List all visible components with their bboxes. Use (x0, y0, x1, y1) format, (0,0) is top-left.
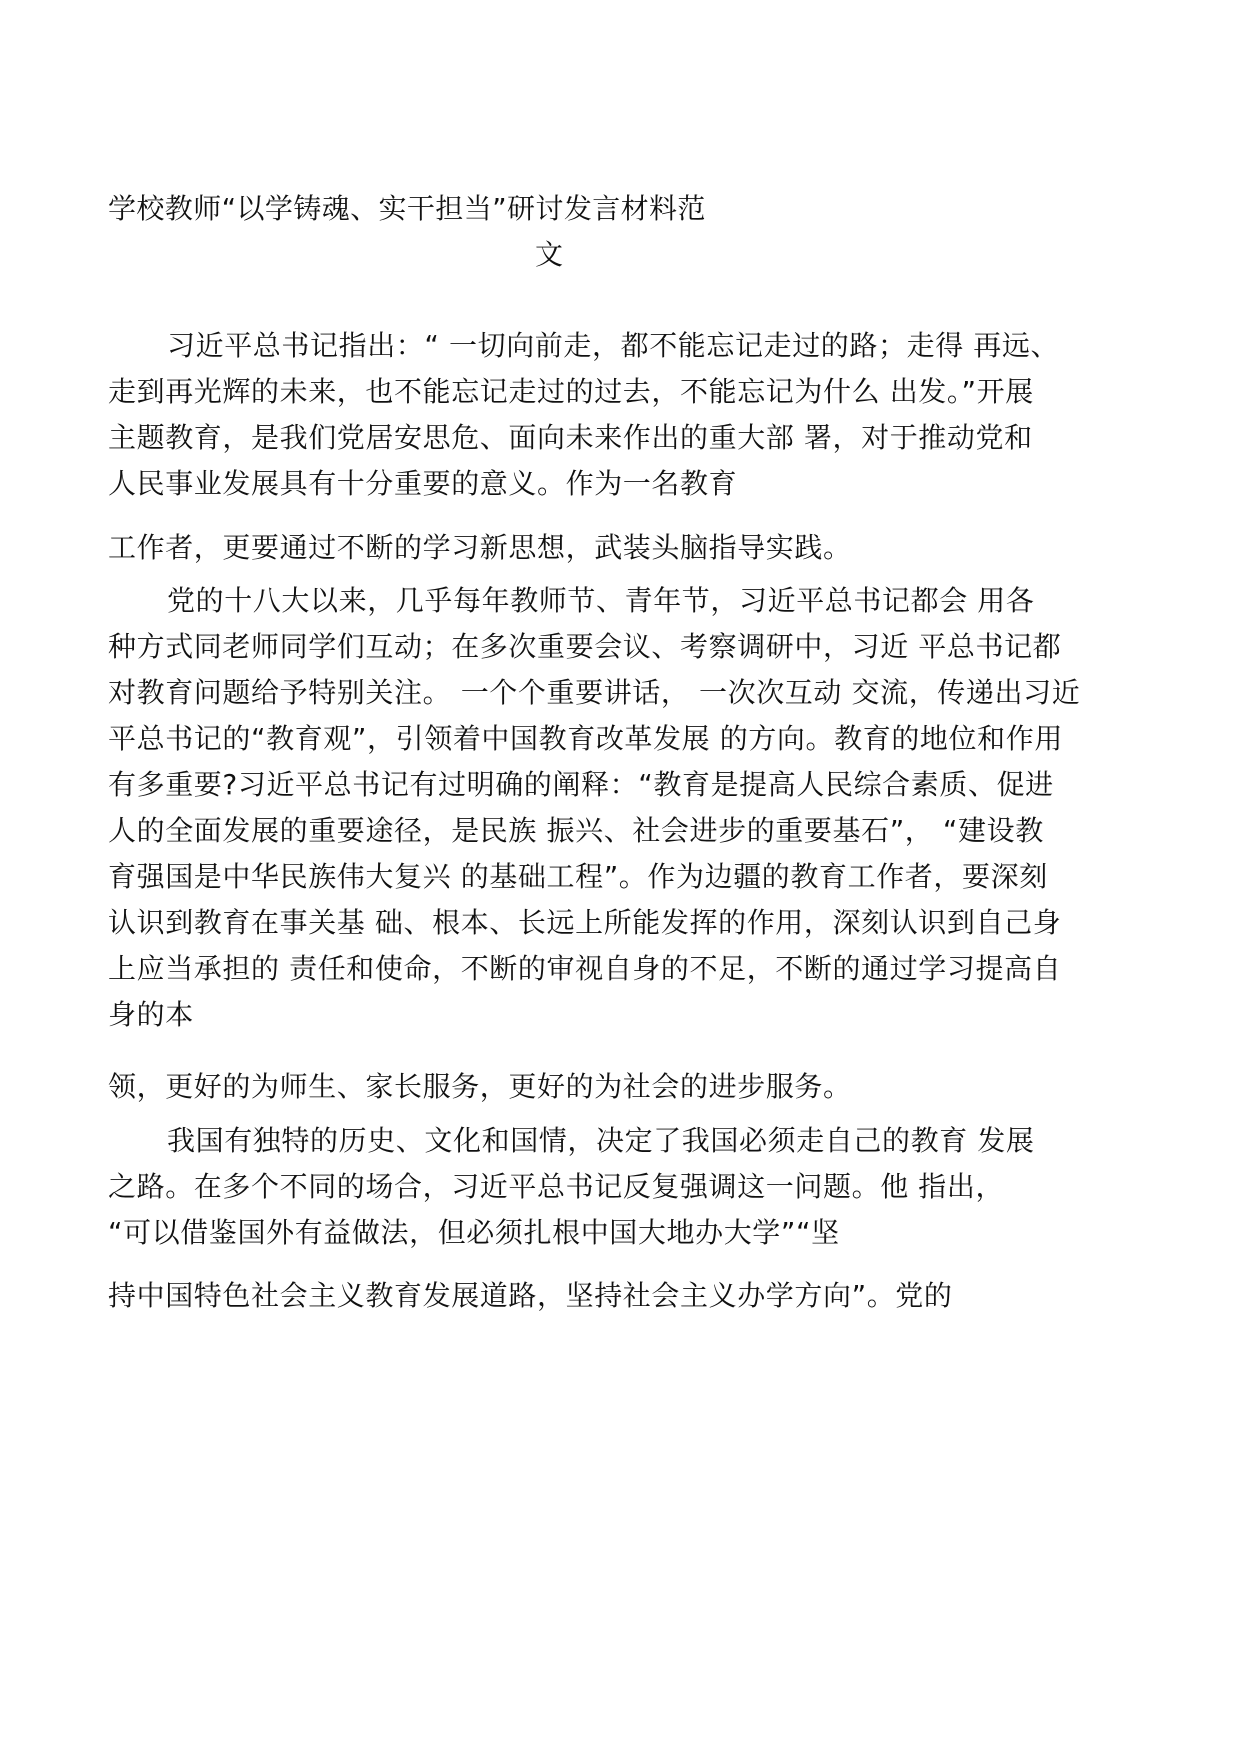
paragraph-line: 党的十八大以来，几乎每年教师节、青年节，习近平总书记都会 用各 (167, 584, 1035, 617)
paragraph-line: 上应当承担的 责任和使命，不断的审视自身的不足，不断的通过学习提高自 (108, 952, 1062, 985)
paragraph-line: 人的全面发展的重要途径，是民族 振兴、社会进步的重要基石”， “建设教 (108, 814, 1044, 847)
paragraph-line: 身的本 (108, 998, 194, 1031)
paragraph-line: 走到再光辉的未来，也不能忘记走过的过去，不能忘记为什么 出发。”开展 (108, 375, 1034, 408)
paragraph-line: “可以借鉴国外有益做法，但必须扎根中国大地办大学”“坚 (108, 1216, 840, 1249)
paragraph-line: 领，更好的为师生、家长服务，更好的为社会的进步服务。 (108, 1070, 852, 1103)
document-title: 学校教师“以学铸魂、实干担当”研讨发言材料范 (108, 192, 706, 225)
paragraph-line: 习近平总书记指出：“ 一切向前走，都不能忘记走过的路；走得 再远、 (167, 329, 1060, 362)
paragraph-line: 之路。在多个不同的场合，习近平总书记反复强调这一问题。他 指出， (108, 1170, 1005, 1203)
document-title-continuation: 文 (535, 238, 564, 271)
paragraph-line: 我国有独特的历史、文化和国情，决定了我国必须走自己的教育 发展 (167, 1124, 1035, 1157)
paragraph-line: 人民事业发展具有十分重要的意义。作为一名教育 (108, 467, 738, 500)
paragraph-line: 种方式同老师同学们互动；在多次重要会议、考察调研中，习近 平总书记都 (108, 630, 1062, 663)
paragraph-line: 对教育问题给予特别关注。 一个个重要讲话， 一次次互动 交流，传递出习近 (108, 676, 1081, 709)
paragraph-line: 持中国特色社会主义教育发展道路，坚持社会主义办学方向”。党的 (108, 1279, 953, 1312)
paragraph-line: 有多重要?习近平总书记有过明确的阐释：“教育是提高人民综合素质、促进 (108, 768, 1054, 801)
paragraph-line: 育强国是中华民族伟大复兴 的基础工程”。作为边疆的教育工作者，要深刻 (108, 860, 1048, 893)
paragraph-line: 主题教育，是我们党居安思危、面向未来作出的重大部 署，对于推动党和 (108, 421, 1033, 454)
paragraph-line: 平总书记的“教育观”，引领着中国教育改革发展 的方向。教育的地位和作用 (108, 722, 1063, 755)
paragraph-line: 工作者，更要通过不断的学习新思想，武装头脑指导实践。 (108, 531, 852, 564)
paragraph-line: 认识到教育在事关基 础、根本、长远上所能发挥的作用，深刻认识到自己身 (108, 906, 1062, 939)
